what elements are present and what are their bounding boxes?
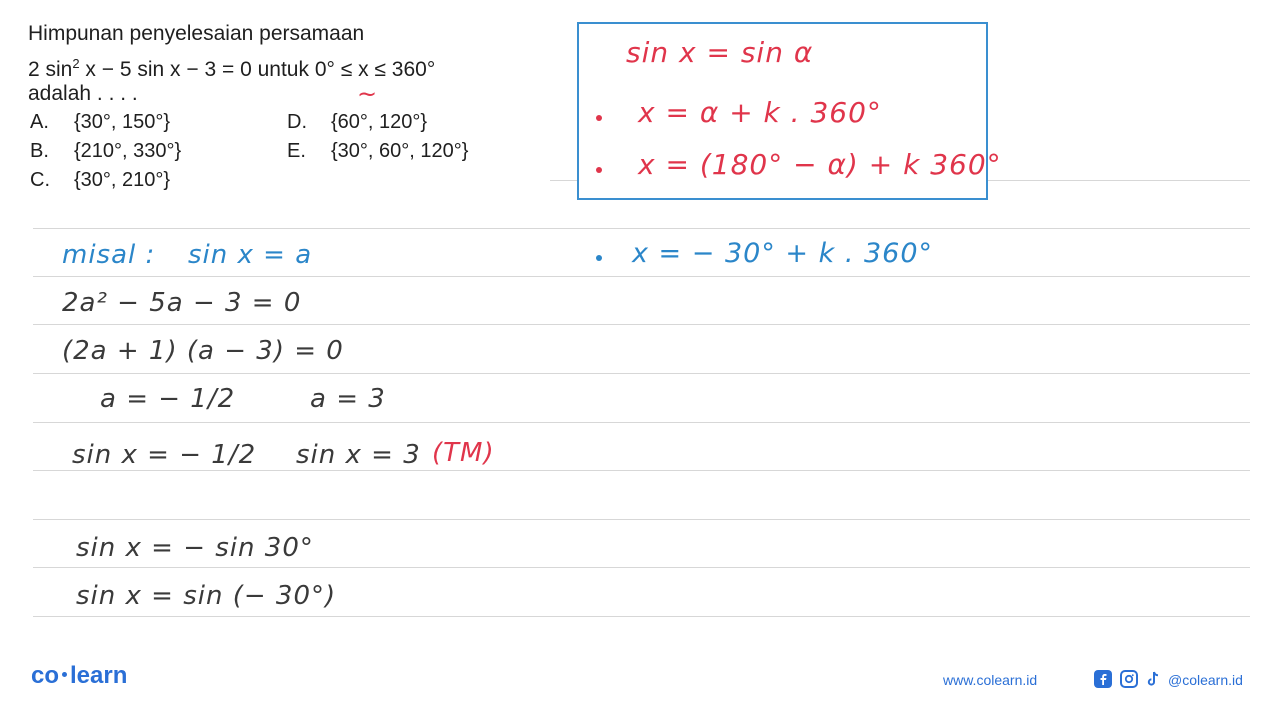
factored-equation: (2a + 1) (a − 3) = 0	[62, 336, 344, 366]
tm-note: (TM)	[432, 438, 495, 468]
bullet-dot	[596, 167, 602, 173]
step-sin-minus-30: sin x = − sin 30°	[76, 533, 314, 563]
option-text: {30°, 150°}	[74, 111, 171, 133]
equation-part-a: 2 sin	[28, 58, 73, 81]
option-d[interactable]	[287, 109, 427, 135]
formula-rule-2: x = (180° − α) + k 360°	[638, 148, 1002, 181]
option-text: {30°, 60°, 120°}	[331, 140, 469, 162]
facebook-icon[interactable]	[1094, 670, 1112, 688]
rule-line	[33, 470, 1250, 471]
tilde-mark: ~	[357, 80, 378, 108]
option-e[interactable]	[287, 138, 468, 164]
equation-part-b: x − 5 sin x − 3 = 0 untuk 0° ≤ x ≤ 360°	[79, 58, 436, 81]
quadratic-equation: 2a² − 5a − 3 = 0	[62, 288, 302, 318]
colearn-logo	[31, 662, 127, 690]
instagram-icon[interactable]	[1120, 670, 1138, 688]
option-text: {60°, 120°}	[331, 111, 428, 133]
step-sin-of-minus-30: sin x = sin (− 30°)	[76, 581, 337, 611]
option-c[interactable]	[30, 167, 170, 193]
option-b[interactable]	[30, 138, 181, 164]
root-2: a = 3	[310, 384, 386, 414]
logo-learn: learn	[70, 662, 128, 689]
option-letter: D.	[287, 111, 307, 133]
rule-line	[33, 276, 1250, 277]
option-a[interactable]	[30, 109, 170, 135]
option-letter: E.	[287, 140, 306, 162]
bullet-dot	[596, 115, 602, 121]
root-1: a = − 1/2	[100, 384, 236, 414]
website-link[interactable]: www.colearn.id	[943, 672, 1038, 688]
misal-label: misal :	[62, 240, 156, 270]
misal-expression: sin x = a	[188, 240, 313, 270]
formula-title: sin x = sin α	[626, 36, 814, 69]
question-line-3: adalah . . . .	[28, 82, 138, 105]
option-letter: B.	[30, 140, 49, 162]
option-letter: A.	[30, 111, 49, 133]
question-equation	[28, 50, 435, 84]
rule-line	[33, 324, 1250, 325]
question-line-1: Himpunan penyelesaian persamaan	[28, 22, 365, 45]
option-text: {210°, 330°}	[74, 140, 182, 162]
solution-line: x = − 30° + k . 360°	[632, 238, 934, 269]
equation-exponent: 2	[72, 56, 80, 71]
sin-equals-three: sin x = 3	[296, 440, 421, 470]
rule-line	[33, 373, 1250, 374]
rule-line	[33, 616, 1250, 617]
logo-dot	[62, 672, 67, 677]
social-handle[interactable]: @colearn.id	[1168, 672, 1243, 688]
tiktok-icon[interactable]	[1145, 670, 1163, 688]
rule-line	[33, 519, 1250, 520]
rule-line	[33, 567, 1250, 568]
sin-equals-minus-half: sin x = − 1/2	[72, 440, 257, 470]
rule-line	[33, 422, 1250, 423]
rule-line	[33, 228, 1250, 229]
bullet-dot	[596, 255, 602, 261]
option-text: {30°, 210°}	[74, 169, 171, 191]
formula-rule-1: x = α + k . 360°	[638, 96, 882, 129]
option-letter: C.	[30, 169, 50, 191]
logo-co: co	[31, 662, 60, 689]
